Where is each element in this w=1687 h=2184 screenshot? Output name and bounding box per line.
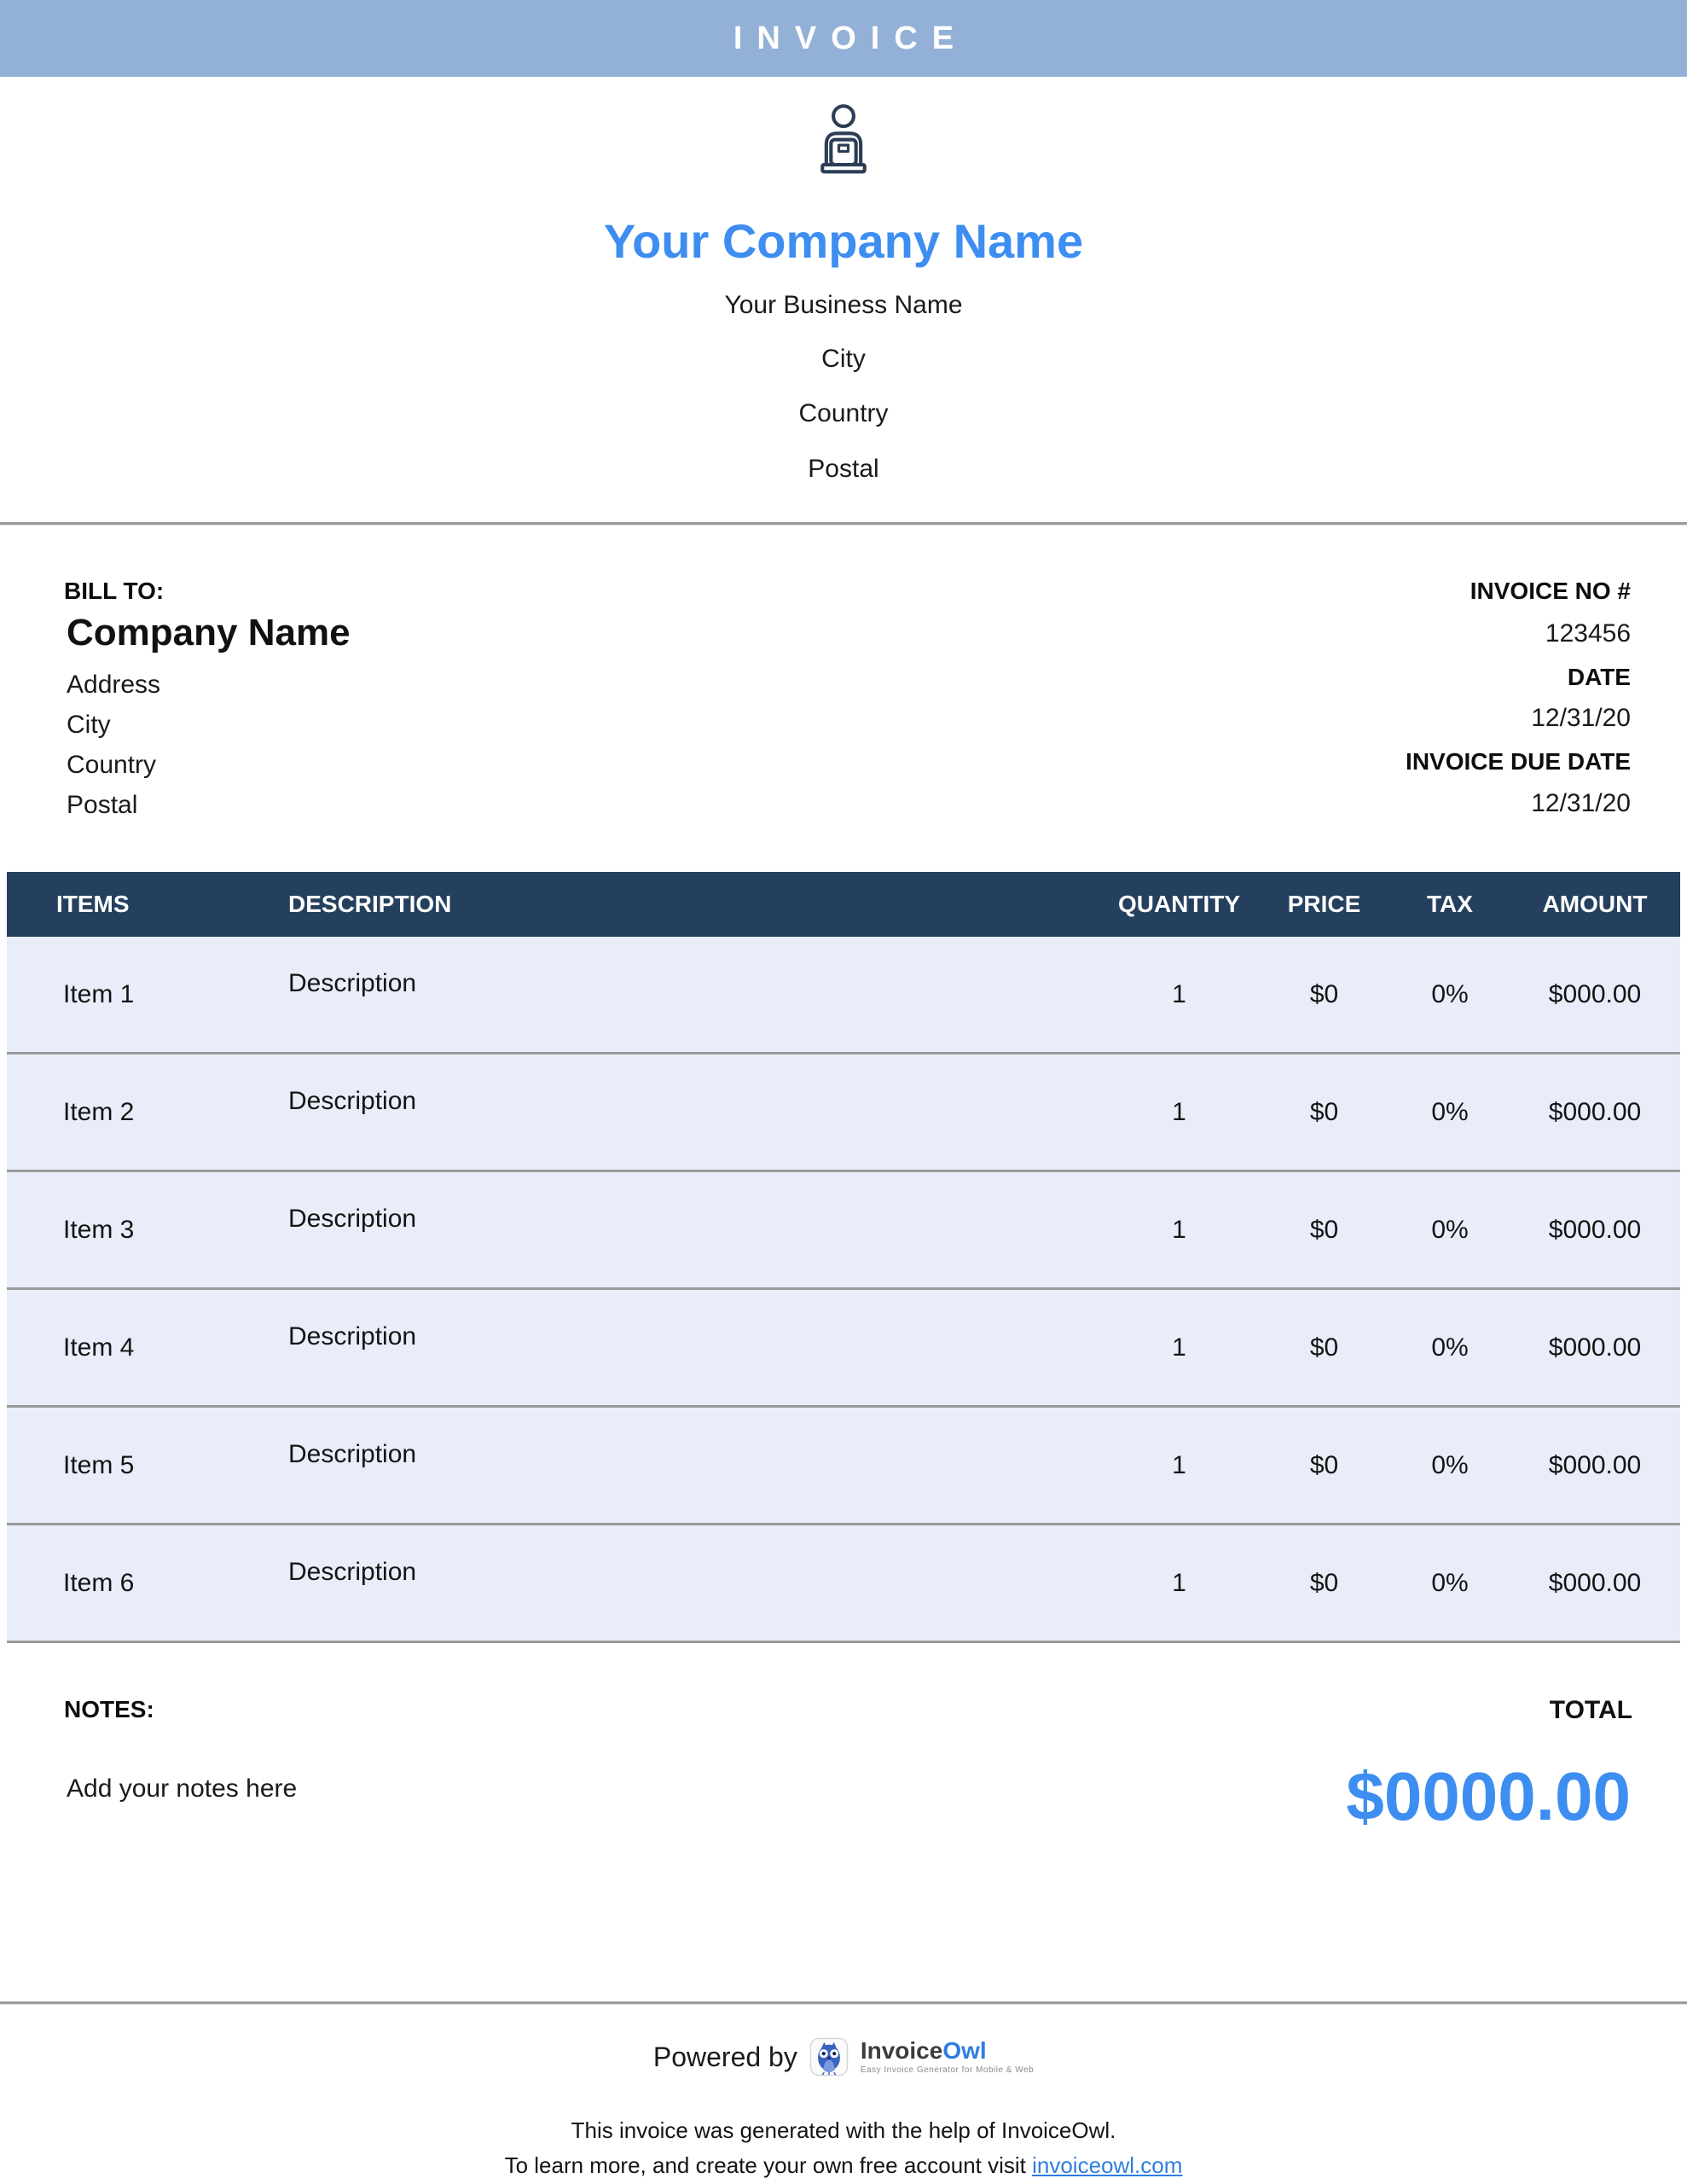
invoiceowl-logo-icon xyxy=(809,2037,849,2077)
invoice-due-date-value: 12/31/20 xyxy=(1531,789,1631,817)
item-name: Item 3 xyxy=(63,1215,135,1244)
item-quantity: 1 xyxy=(1172,1333,1186,1362)
powered-by-text: Powered by xyxy=(652,2041,797,2072)
column-header-items: ITEMS xyxy=(56,891,130,917)
item-description: Description xyxy=(288,1086,417,1115)
item-quantity: 1 xyxy=(1172,979,1186,1008)
company-postal: Postal xyxy=(808,455,879,483)
header-divider xyxy=(0,522,1687,526)
table-row xyxy=(7,1290,1680,1408)
footer-divider xyxy=(0,2001,1687,2005)
item-tax: 0% xyxy=(1431,1568,1469,1597)
powered-by-row xyxy=(0,2037,1687,2077)
column-header-amount: AMOUNT xyxy=(1542,891,1648,917)
item-price: $0 xyxy=(1309,979,1339,1008)
invoice-no-value: 123456 xyxy=(1545,619,1631,648)
item-amount: $000.00 xyxy=(1548,1215,1642,1244)
item-amount: $000.00 xyxy=(1548,1450,1642,1479)
bill-to-address: Address xyxy=(67,671,161,699)
item-quantity: 1 xyxy=(1172,1097,1186,1126)
items-table xyxy=(7,872,1680,1643)
item-price: $0 xyxy=(1309,1568,1339,1597)
logo-invoice-word: Invoice xyxy=(860,2037,943,2064)
table-header-row xyxy=(7,872,1680,937)
item-quantity: 1 xyxy=(1172,1568,1186,1597)
invoice-due-date-label: INVOICE DUE DATE xyxy=(1406,748,1631,775)
notes-text: Add your notes here xyxy=(67,1774,298,1803)
item-amount: $000.00 xyxy=(1548,1333,1642,1362)
invoice-no-label: INVOICE NO # xyxy=(1470,578,1631,604)
table-row xyxy=(7,937,1680,1054)
item-name: Item 1 xyxy=(63,979,135,1008)
invoiceowl-link[interactable]: invoiceowl.com xyxy=(1032,2152,1183,2178)
item-description: Description xyxy=(288,1557,417,1586)
banner-title: INVOICE xyxy=(733,20,969,56)
table-row xyxy=(7,1408,1680,1525)
person-laptop-icon xyxy=(797,99,890,193)
item-quantity: 1 xyxy=(1172,1215,1186,1244)
notes-label: NOTES: xyxy=(64,1696,154,1722)
invoiceowl-logo-text xyxy=(861,2039,1034,2075)
table-row xyxy=(7,1525,1680,1643)
footer-learn-more-text: To learn more, and create your own free account visit xyxy=(504,2152,1033,2178)
item-price: $0 xyxy=(1309,1097,1339,1126)
company-country: Country xyxy=(798,399,889,427)
business-name: Your Business Name xyxy=(724,291,963,319)
column-header-price: PRICE xyxy=(1287,891,1361,917)
footer-generated-line: This invoice was generated with the help of InvoiceOwl. xyxy=(571,2117,1116,2143)
item-tax: 0% xyxy=(1431,1097,1469,1126)
total-value: $0000.00 xyxy=(1346,1758,1631,1834)
item-description: Description xyxy=(288,968,417,997)
invoice-date-label: DATE xyxy=(1567,664,1631,690)
item-name: Item 6 xyxy=(63,1568,135,1597)
footer-learn-more-line xyxy=(0,2152,1687,2179)
item-quantity: 1 xyxy=(1172,1450,1186,1479)
total-label: TOTAL xyxy=(1549,1696,1632,1724)
item-price: $0 xyxy=(1309,1215,1339,1244)
item-price: $0 xyxy=(1309,1333,1339,1362)
column-header-description: DESCRIPTION xyxy=(288,891,452,917)
item-tax: 0% xyxy=(1431,1215,1469,1244)
item-name: Item 2 xyxy=(63,1097,135,1126)
banner xyxy=(0,0,1687,77)
invoice-date-value: 12/31/20 xyxy=(1531,704,1631,732)
item-description: Description xyxy=(288,1321,417,1350)
column-header-quantity: QUANTITY xyxy=(1117,891,1241,917)
item-tax: 0% xyxy=(1431,1333,1469,1362)
item-amount: $000.00 xyxy=(1548,1097,1642,1126)
item-amount: $000.00 xyxy=(1548,1568,1642,1597)
item-name: Item 5 xyxy=(63,1450,135,1479)
bill-to-company: Company Name xyxy=(67,612,351,653)
logo-owl-word: Owl xyxy=(942,2037,987,2064)
bill-to-city: City xyxy=(67,711,111,739)
item-tax: 0% xyxy=(1431,1450,1469,1479)
item-amount: $000.00 xyxy=(1548,979,1642,1008)
bill-to-postal: Postal xyxy=(67,791,138,819)
item-tax: 0% xyxy=(1431,979,1469,1008)
logo-tagline: Easy Invoice Generator for Mobile & Web xyxy=(860,2065,1035,2075)
table-row xyxy=(7,1172,1680,1290)
item-price: $0 xyxy=(1309,1450,1339,1479)
bill-to-country: Country xyxy=(67,751,157,779)
column-header-tax: TAX xyxy=(1427,891,1473,917)
item-description: Description xyxy=(288,1439,417,1468)
bill-to-label: BILL TO: xyxy=(64,578,165,604)
item-name: Item 4 xyxy=(63,1333,135,1362)
table-row xyxy=(7,1054,1680,1172)
company-city: City xyxy=(821,345,866,373)
item-description: Description xyxy=(288,1204,417,1233)
company-name: Your Company Name xyxy=(603,214,1084,268)
